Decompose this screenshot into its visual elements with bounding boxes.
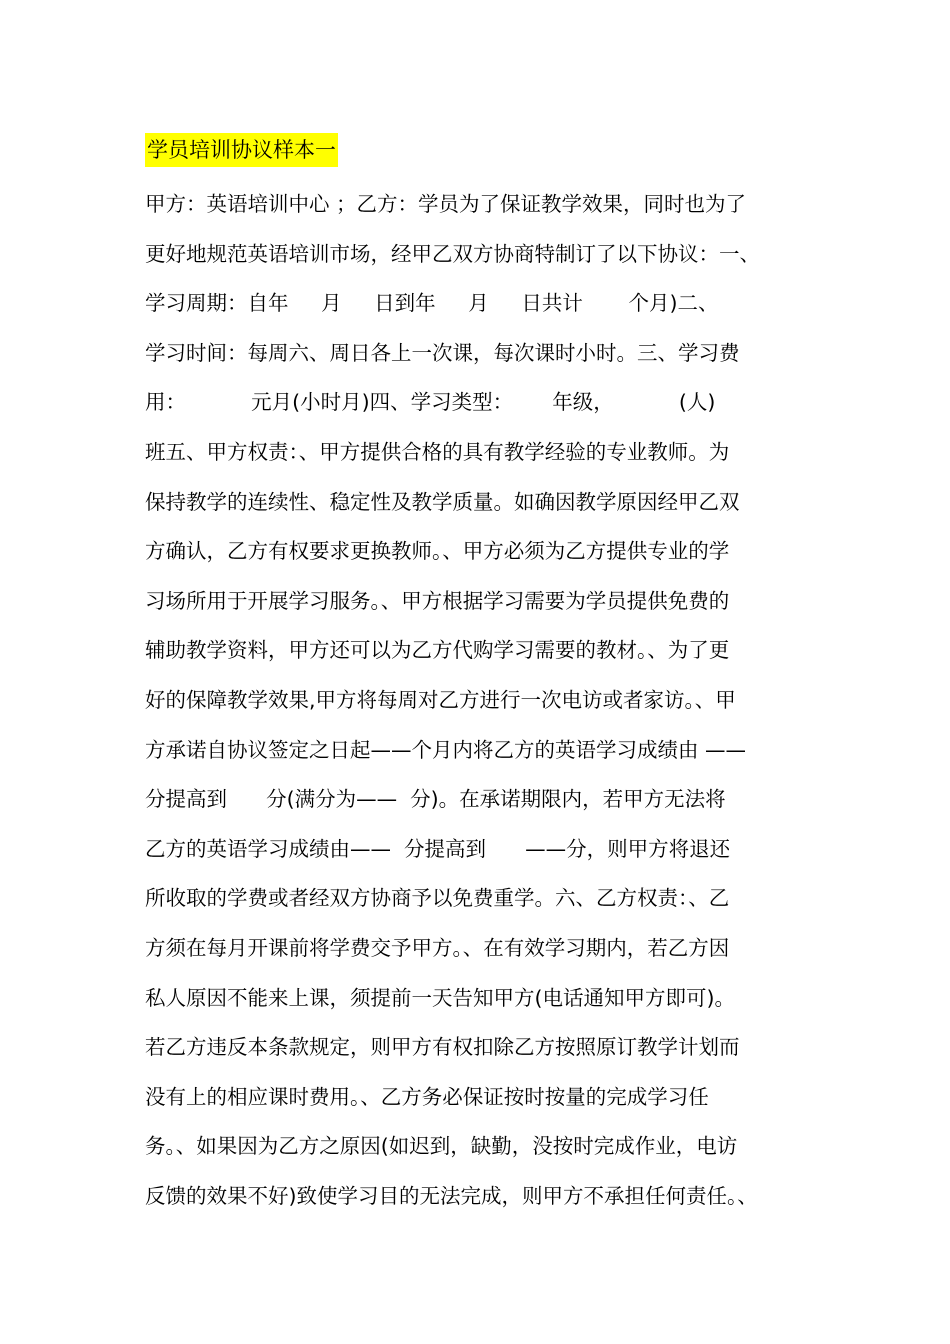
body-line: 乙方的英语学习成绩由—— 分提高到 ——分，则甲方将退还: [145, 836, 731, 861]
document-body: [145, 180, 825, 1221]
body-line: 辅助教学资料，甲方还可以为乙方代购学习需要的教材。、为了更: [145, 638, 730, 663]
body-line: 用： 元月(小时月)四、学习类型： 年级， (人): [145, 390, 716, 415]
body-line: 方确认，乙方有权要求更换教师。、甲方必须为乙方提供专业的学: [145, 539, 730, 564]
body-line: 务。、如果因为乙方之原因(如迟到，缺勤，没按时完成作业，电访: [145, 1134, 738, 1159]
body-line: 班五、甲方权责：、甲方提供合格的具有教学经验的专业教师。为: [145, 439, 730, 464]
body-line: 习场所用于开展学习服务。、甲方根据学习需要为学员提供免费的: [145, 588, 730, 613]
body-line: 甲方：英语培训中心 ；乙方：学员为了保证教学效果，同时也为了: [145, 192, 747, 216]
body-line: 分提高到 分(满分为—— 分)。在承诺期限内，若甲方无法将: [145, 787, 726, 812]
document-title: 学员培训协议样本一: [145, 133, 338, 167]
body-line: 若乙方违反本条款规定，则甲方有权扣除乙方按照原订教学计划而: [145, 1035, 740, 1060]
body-line: 方须在每月开课前将学费交予甲方。、在有效学习期内，若乙方因: [145, 935, 730, 960]
body-line: 所收取的学费或者经双方协商予以免费重学。六、乙方权责：、乙: [145, 886, 730, 911]
body-line: 私人原因不能来上课，须提前一天告知甲方(电话通知甲方即可)。: [145, 985, 735, 1010]
body-line: 学习时间：每周六、周日各上一次课，每次课时小时。三、学习费: [145, 340, 740, 365]
body-line: 更好地规范英语培训市场，经甲乙双方协商特制订了以下协议：一、: [145, 241, 760, 266]
body-line: 反馈的效果不好)致使学习目的无法完成，则甲方不承担任何责任。、: [145, 1183, 758, 1208]
body-line: 保持教学的连续性、稳定性及教学质量。如确因教学原因经甲乙双: [145, 489, 740, 514]
body-line: 学习周期：自年 月 日到年 月 日共计 个月)二、: [145, 291, 719, 316]
body-line: 方承诺自协议签定之日起——个月内将乙方的英语学习成绩由 ——: [145, 737, 747, 762]
body-line: 没有上的相应课时费用。、乙方务必保证按时按量的完成学习任: [145, 1084, 709, 1109]
body-line: 好的保障教学效果,甲方将每周对乙方进行一次电访或者家访。、甲: [145, 687, 736, 712]
